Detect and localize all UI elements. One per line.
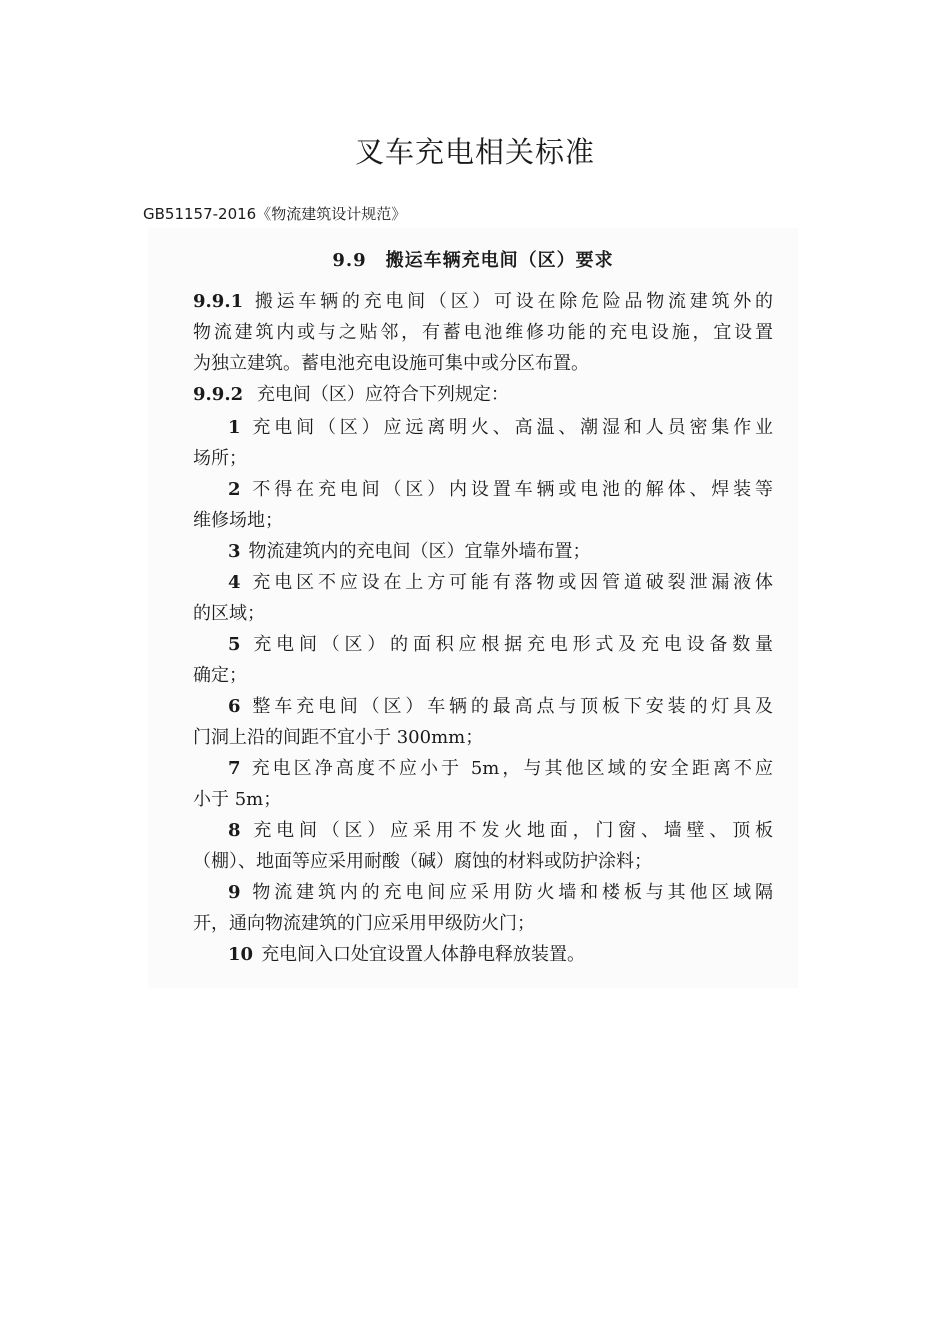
item-number: 4 — [228, 572, 241, 593]
item-3-line-1 — [228, 541, 773, 563]
section-heading: 9.9 搬运车辆充电间（区）要求 — [332, 250, 614, 271]
scanned-excerpt — [148, 228, 798, 988]
item-6-line-1 — [228, 696, 773, 718]
item-8-line-1 — [228, 820, 773, 842]
clause-text: 搬运车辆的充电间（区）可设在除危险品物流建筑外的 — [251, 291, 773, 312]
item-2-line-2: 维修场地； — [193, 510, 283, 531]
item-number: 8 — [228, 820, 241, 841]
clause-number: 9.9.2 — [193, 384, 244, 405]
item-number: 1 — [228, 417, 241, 438]
item-text: 充电区净高度不应小于 5m，与其他区域的安全距离不应 — [248, 758, 773, 779]
clause-9-9-1-line-3: 为独立建筑。蓄电池充电设施可集中或分区布置。 — [193, 353, 589, 374]
item-text: 充电间入口处宜设置人体静电释放装置。 — [261, 944, 586, 965]
item-8-line-2: （棚）、地面等应采用耐酸（碱）腐蚀的材料或防护涂料； — [193, 851, 652, 872]
item-7-line-2: 小于 5m； — [193, 789, 282, 810]
item-4-line-2: 的区域； — [193, 603, 265, 624]
item-text: 不得在充电间（区）内设置车辆或电池的解体、焊装等 — [248, 479, 773, 500]
item-10-line-1 — [228, 944, 773, 966]
document-title: 叉车充电相关标准 — [354, 135, 595, 169]
item-number: 5 — [228, 634, 241, 655]
item-5-line-2: 确定； — [193, 665, 247, 686]
item-text: 充电间（区）的面积应根据充电形式及充电设备数量 — [248, 634, 773, 655]
item-text: 物流建筑内的充电间（区）宜靠外墙布置； — [248, 541, 591, 562]
item-5-line-1 — [228, 634, 773, 656]
item-1-line-2: 场所； — [193, 448, 247, 469]
item-number: 10 — [228, 944, 254, 965]
item-9-line-1 — [228, 882, 773, 904]
item-number: 2 — [228, 479, 241, 500]
clause-9-9-1-line-2: 物流建筑内或与之贴邻，有蓄电池维修功能的充电设施，宜设置 — [193, 322, 773, 343]
item-9-line-2: 开，通向物流建筑的门应采用甲级防火门； — [193, 913, 535, 934]
item-number: 7 — [228, 758, 241, 779]
item-number: 3 — [228, 541, 241, 562]
clause-9-9-1-line-1 — [193, 291, 773, 313]
item-text: 物流建筑内的充电间应采用防火墙和楼板与其他区域隔 — [248, 882, 773, 903]
item-2-line-1 — [228, 479, 773, 501]
item-text: 整车充电间（区）车辆的最高点与顶板下安装的灯具及 — [248, 696, 773, 717]
standard-reference: GB51157-2016《物流建筑设计规范》 — [143, 205, 407, 223]
item-4-line-1 — [228, 572, 773, 594]
clause-number: 9.9.1 — [193, 291, 244, 312]
item-number: 9 — [228, 882, 241, 903]
item-number: 6 — [228, 696, 241, 717]
clause-9-9-2-line-1 — [193, 384, 773, 406]
clause-text: 充电间（区）应符合下列规定： — [256, 384, 509, 405]
item-text: 充电区不应设在上方可能有落物或因管道破裂泄漏液体 — [248, 572, 773, 593]
item-6-line-2: 门洞上沿的间距不宜小于 300mm； — [193, 727, 484, 748]
item-text: 充电间（区）应远离明火、高温、潮湿和人员密集作业 — [248, 417, 773, 438]
item-7-line-1 — [228, 758, 773, 780]
item-1-line-1 — [228, 417, 773, 439]
item-text: 充电间（区）应采用不发火地面，门窗、墙壁、顶板 — [248, 820, 773, 841]
